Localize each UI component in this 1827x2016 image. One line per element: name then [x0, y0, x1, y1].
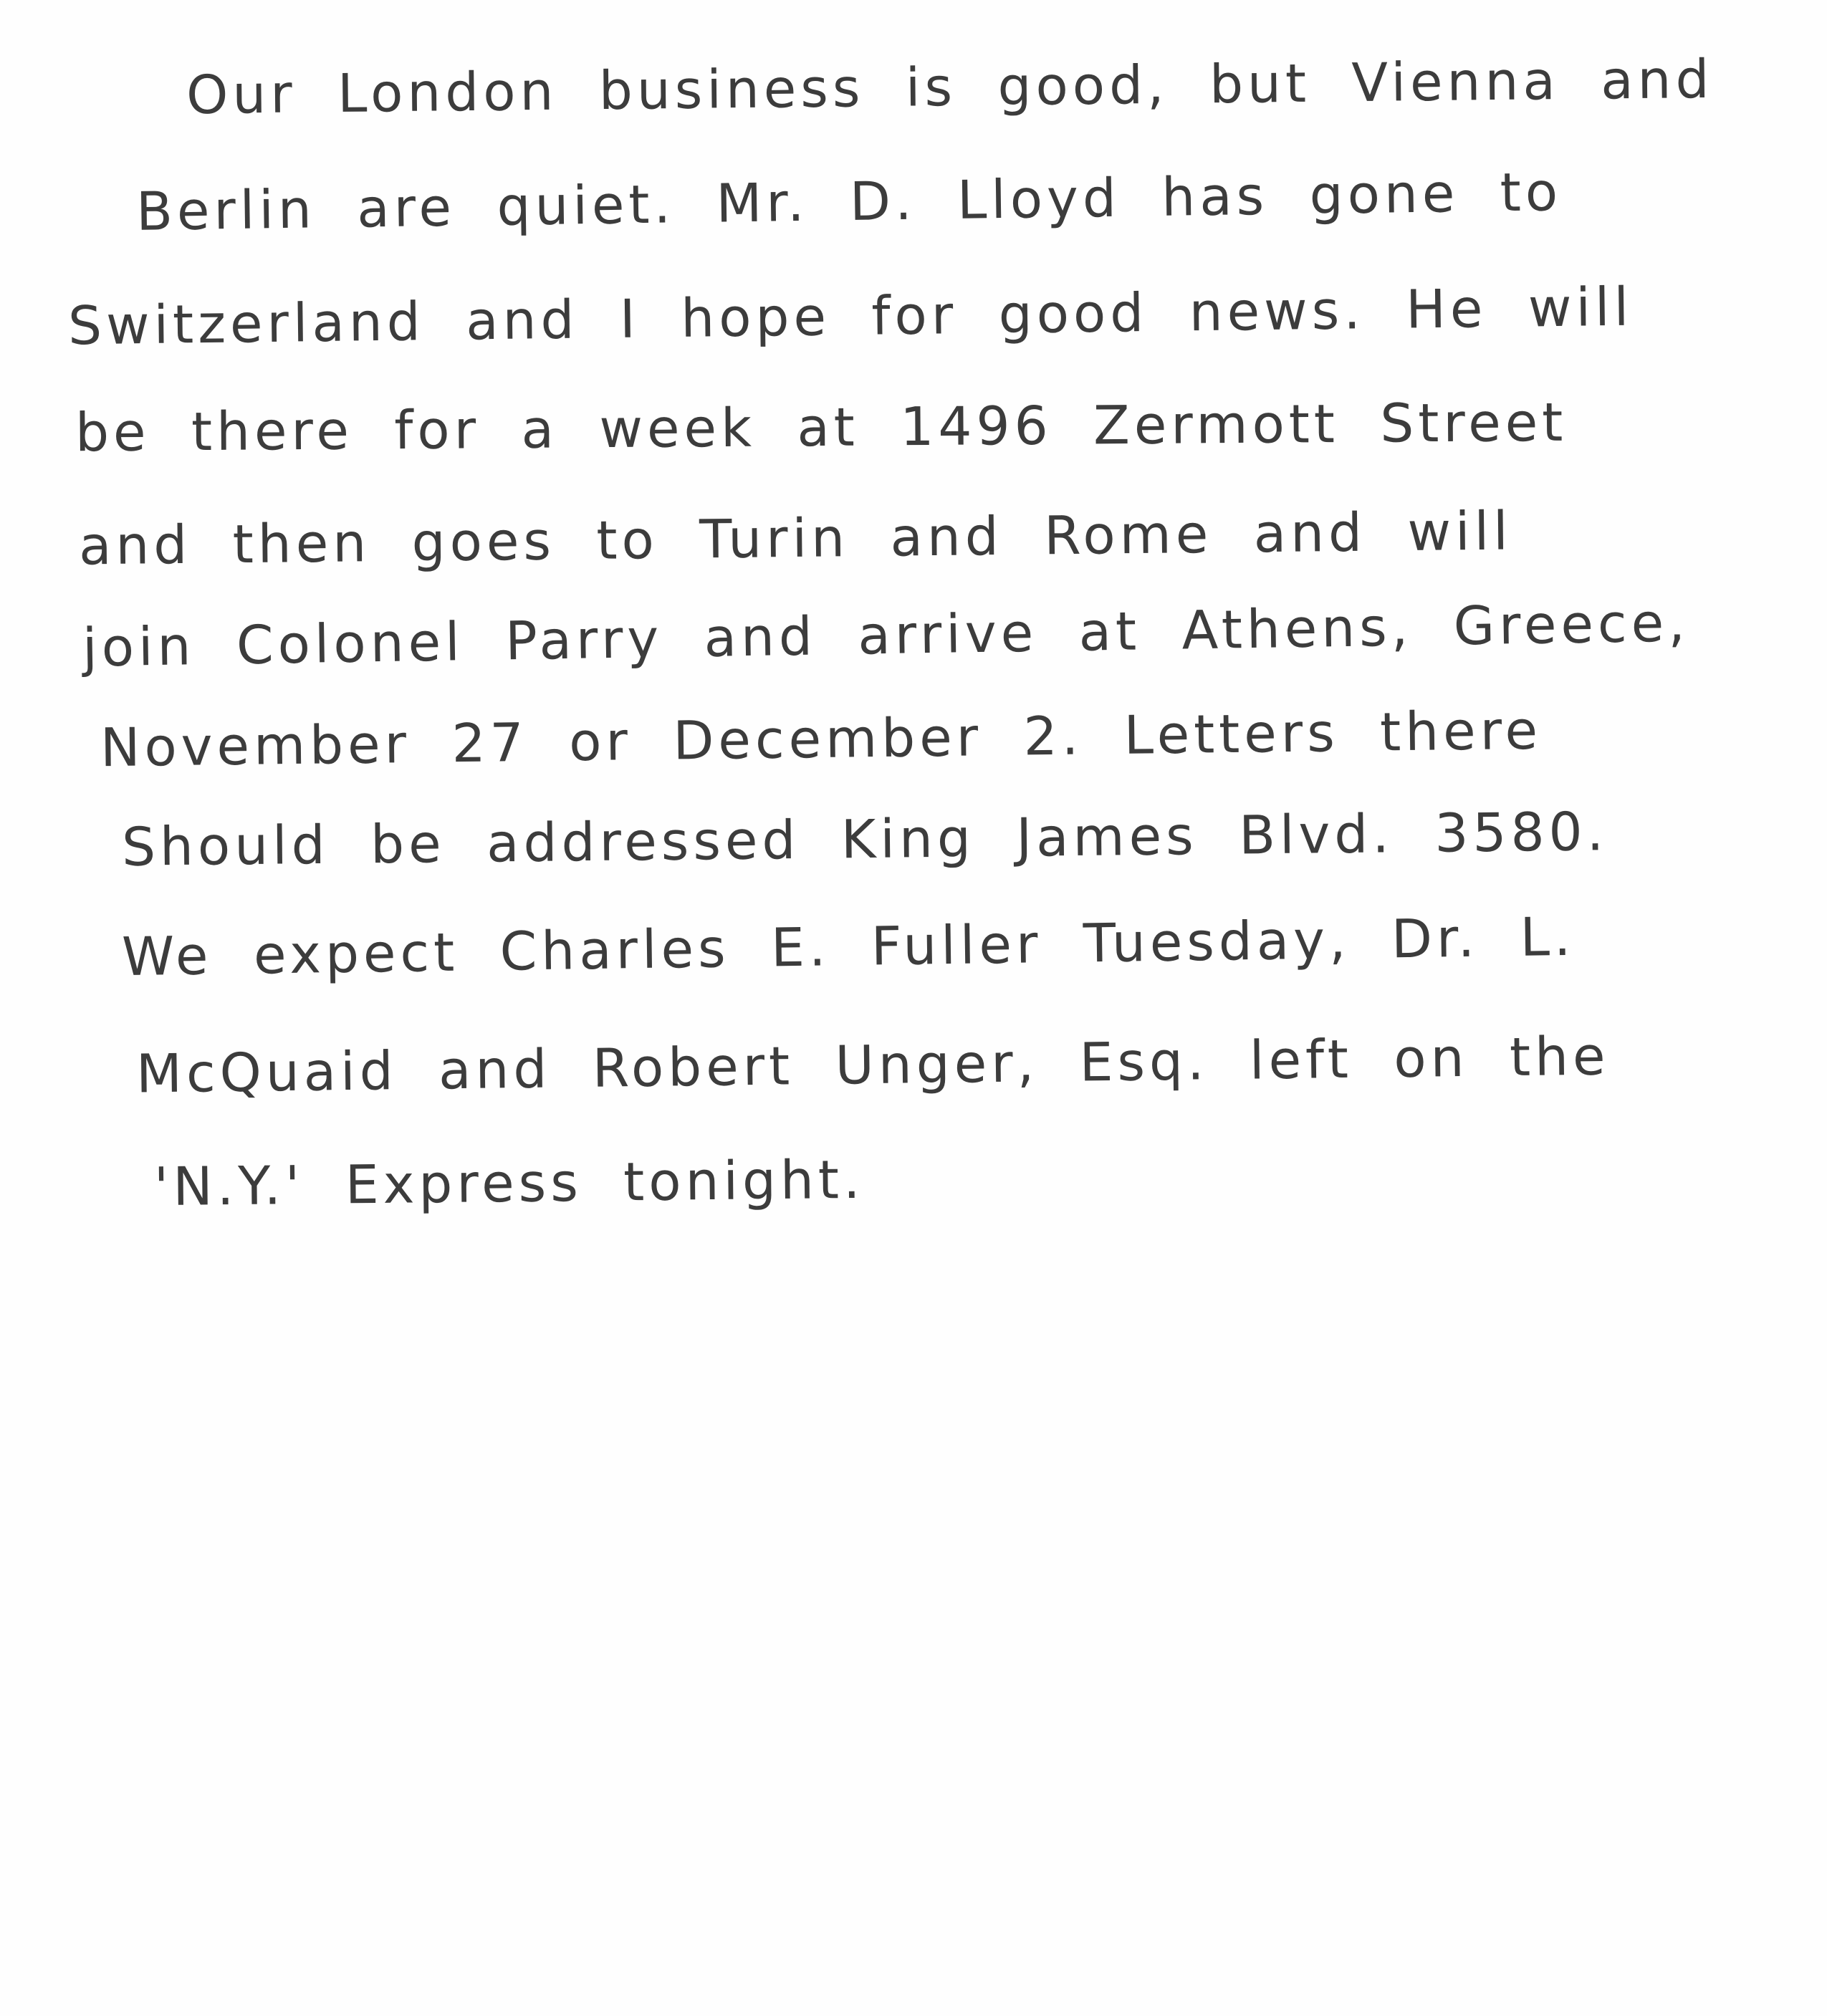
note-line: and then goes to Turin and Rome and will — [78, 500, 1513, 577]
note-line: Our London business is good, but Vienna and — [186, 48, 1714, 127]
note-line: be there for a week at 1496 Zermott Street — [75, 391, 1568, 464]
note-line: join Colonel Parry and arrive at Athens, Greece, — [82, 592, 1690, 679]
note-line: November 27 or December 2. Letters there — [100, 699, 1543, 779]
note-line: Berlin are quiet. Mr. D. Lloyd has gone to — [135, 161, 1563, 243]
note-line: 'N.Y.' Express tonight. — [153, 1148, 865, 1219]
note-line: We expect Charles E. Fuller Tuesday, Dr. L. — [121, 906, 1576, 989]
note-line: Switzerland and I hope for good news. He will — [67, 276, 1634, 357]
note-line: McQuaid and Robert Unger, Esq. left on the — [135, 1025, 1610, 1105]
note-line: Should be addressed King James Blvd. 3580. — [121, 801, 1608, 878]
